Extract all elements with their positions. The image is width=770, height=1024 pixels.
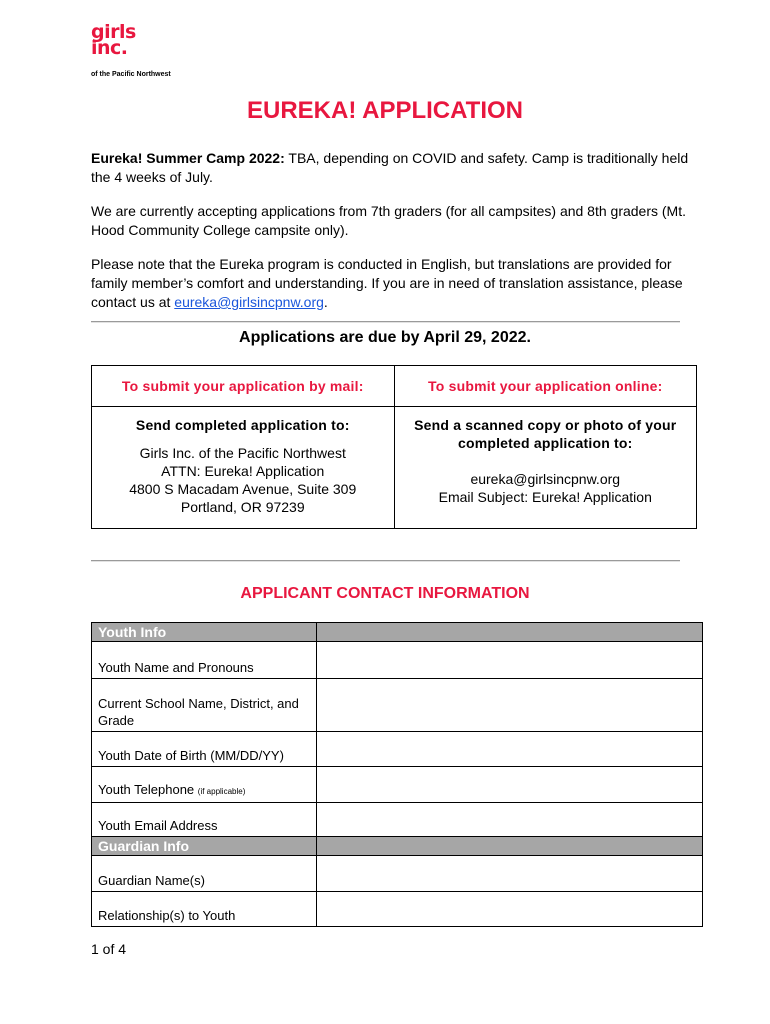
page-number: 1 of 4: [91, 941, 127, 957]
divider: [91, 560, 680, 561]
telephone-note: (if applicable): [197, 787, 246, 796]
youth-name-label: Youth Name and Pronouns: [92, 642, 317, 679]
address-line: ATTN: Eureka! Application: [161, 463, 325, 479]
online-header: To submit your application online:: [394, 366, 697, 407]
translation-email-link[interactable]: eureka@girlsincpnw.org: [174, 294, 324, 310]
online-subject: Email Subject: Eureka! Application: [438, 489, 652, 505]
submission-table: [91, 365, 697, 529]
translation-text: Please note that the Eureka program is conducted in English, but translations are provided for family member’s comfort and understanding. If you are in need of translation assistance, please contact us at: [91, 256, 683, 310]
due-date: Applications are due by April 29, 2022.: [239, 329, 531, 346]
girls-inc-logo: [91, 21, 136, 59]
online-instruction: Send a scanned copy or photo of your completed application to:: [414, 417, 677, 451]
school-label: Current School Name, District, and Grade: [92, 679, 317, 732]
relationship-label: Relationship(s) to Youth: [92, 892, 317, 927]
guardian-name-label: Guardian Name(s): [92, 856, 317, 892]
section-title: APPLICANT CONTACT INFORMATION: [240, 585, 530, 602]
telephone-label: [92, 767, 317, 803]
logo-word-girls: girls: [91, 21, 136, 43]
translation-end: .: [323, 294, 328, 310]
online-details: [401, 470, 691, 506]
header-fill: [317, 623, 703, 642]
guardian-info-header: Guardian Info: [92, 837, 317, 856]
online-cell: [394, 407, 697, 529]
online-email: eureka@girlsincpnw.org: [470, 471, 621, 487]
youth-info-header: Youth Info: [92, 623, 317, 642]
guardian-name-field[interactable]: [317, 856, 703, 892]
logo-subtitle: of the Pacific Northwest: [91, 71, 171, 78]
mail-cell: [92, 407, 395, 529]
header-fill: [317, 837, 703, 856]
camp-label: Eureka! Summer Camp 2022:: [91, 150, 285, 166]
dob-field[interactable]: [317, 732, 703, 767]
contact-form-table: [91, 622, 703, 927]
address-line: Portland, OR 97239: [180, 499, 305, 515]
divider: [91, 321, 680, 322]
telephone-text: Youth Telephone: [98, 782, 198, 797]
mail-header: To submit your application by mail:: [92, 366, 395, 407]
telephone-field[interactable]: [317, 767, 703, 803]
email-field[interactable]: [317, 803, 703, 837]
youth-name-field[interactable]: [317, 642, 703, 679]
school-field[interactable]: [317, 679, 703, 732]
mail-address: [98, 444, 388, 516]
relationship-field[interactable]: [317, 892, 703, 927]
address-line: Girls Inc. of the Pacific Northwest: [139, 445, 346, 461]
address-line: 4800 S Macadam Avenue, Suite 309: [129, 481, 357, 497]
grades-paragraph: We are currently accepting applications from 7th graders (for all campsites) and 8th graders (Mt. Hood Community College campsite only).: [91, 203, 686, 238]
translation-paragraph: [91, 255, 691, 312]
camp-text: TBA, depending on COVID and safety. Camp is traditionally held the 4 weeks of July.: [91, 150, 689, 185]
page-title: EUREKA! APPLICATION: [247, 97, 523, 124]
email-label: Youth Email Address: [92, 803, 317, 837]
mail-instruction: Send completed application to:: [135, 417, 350, 433]
camp-dates-paragraph: [91, 149, 691, 187]
logo-word-inc: inc.: [91, 37, 128, 59]
dob-label: Youth Date of Birth (MM/DD/YY): [92, 732, 317, 767]
